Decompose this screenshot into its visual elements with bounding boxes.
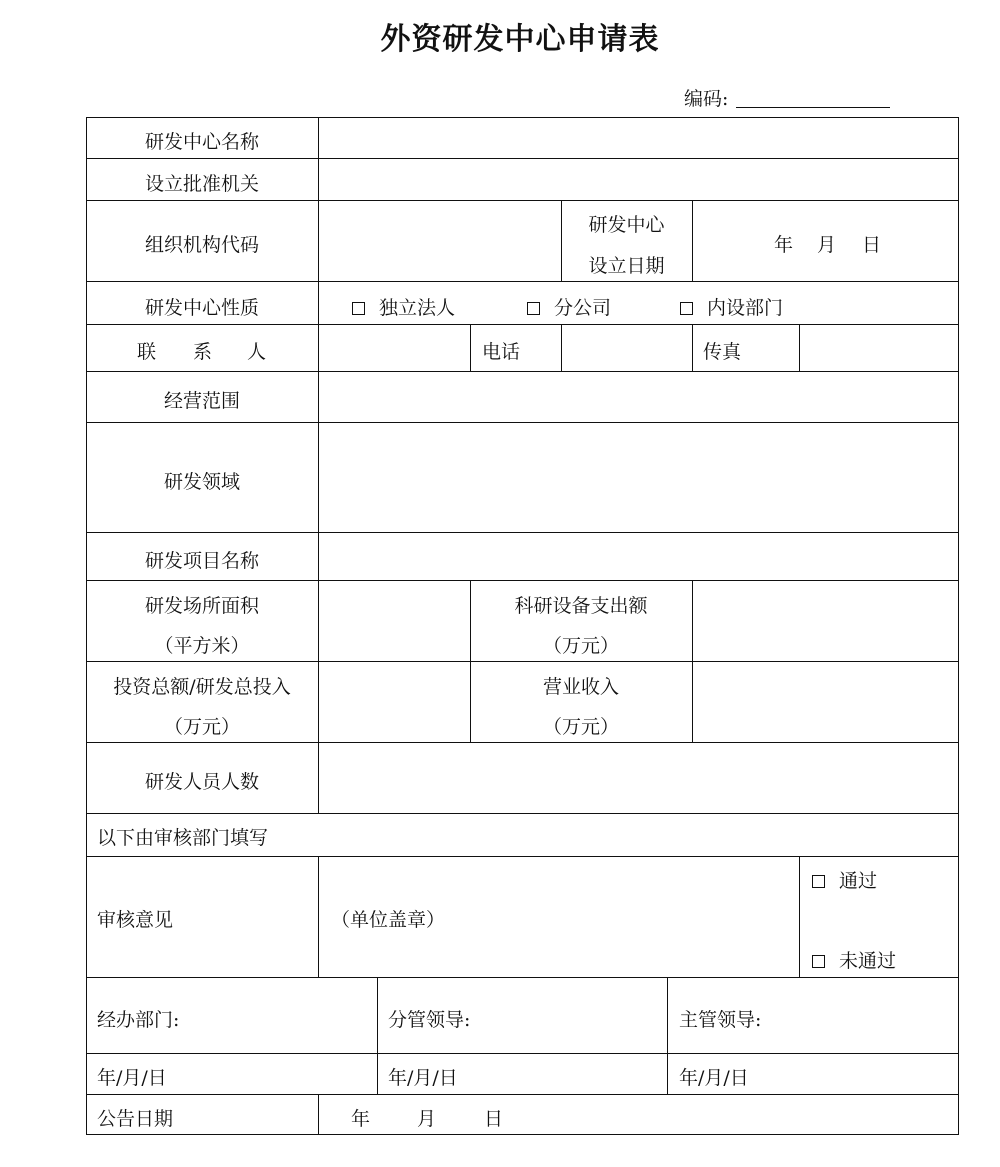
form-title: 外资研发中心申请表 bbox=[380, 22, 660, 57]
column-divider bbox=[561, 324, 562, 371]
review-pass-option[interactable] bbox=[812, 869, 877, 893]
setup-date-month: 月 bbox=[817, 234, 837, 256]
phone-label: 电话 bbox=[482, 341, 521, 363]
approval-authority-field[interactable] bbox=[320, 160, 958, 200]
setup-date-day: 日 bbox=[862, 234, 882, 256]
revenue-label-line1: 营业收入 bbox=[542, 676, 619, 698]
seal-label: （单位盖章） bbox=[331, 909, 446, 931]
handling-dept-label: 经办部门: bbox=[97, 1009, 180, 1031]
row-divider bbox=[86, 977, 959, 978]
column-divider bbox=[692, 324, 693, 371]
checkbox-icon[interactable] bbox=[812, 955, 825, 968]
staff-count-label: 研发人员人数 bbox=[144, 771, 259, 793]
investment-label-line2: （万元） bbox=[163, 716, 240, 738]
column-divider bbox=[692, 200, 693, 281]
column-divider bbox=[799, 856, 800, 977]
nature-option-internal[interactable] bbox=[680, 296, 783, 320]
center-name-field[interactable] bbox=[320, 118, 958, 158]
fax-label: 传真 bbox=[703, 341, 742, 363]
column-divider bbox=[799, 324, 800, 371]
investment-label-line1: 投资总额/研发总投入 bbox=[113, 676, 291, 698]
investment-field[interactable] bbox=[320, 663, 469, 741]
announce-date-year: 年 bbox=[351, 1108, 371, 1130]
chief-leader-label: 主管领导: bbox=[679, 1009, 762, 1031]
chief-leader-date: 年/月/日 bbox=[679, 1067, 749, 1089]
row-divider bbox=[86, 158, 959, 159]
supervising-leader-label: 分管领导: bbox=[388, 1009, 471, 1031]
row-divider bbox=[86, 532, 959, 533]
equipment-label-line1: 科研设备支出额 bbox=[514, 595, 648, 617]
rd-field-input[interactable] bbox=[320, 424, 958, 531]
equipment-field[interactable] bbox=[694, 582, 958, 660]
announce-date-day: 日 bbox=[484, 1108, 504, 1130]
column-divider bbox=[318, 117, 319, 813]
fax-field[interactable] bbox=[801, 326, 958, 370]
column-divider bbox=[377, 977, 378, 1094]
row-divider bbox=[86, 580, 959, 581]
row-divider bbox=[86, 661, 959, 662]
business-scope-field[interactable] bbox=[320, 373, 958, 421]
row-divider bbox=[86, 371, 959, 372]
column-divider bbox=[667, 977, 668, 1094]
column-divider bbox=[318, 1094, 319, 1135]
column-divider bbox=[318, 856, 319, 977]
approval-authority-label: 设立批准机关 bbox=[144, 173, 259, 195]
column-divider bbox=[470, 324, 471, 371]
review-opinion-label: 审核意见 bbox=[97, 909, 174, 931]
review-pass-label: 通过 bbox=[839, 870, 878, 892]
column-divider bbox=[692, 580, 693, 742]
code-input-line[interactable] bbox=[736, 107, 890, 108]
review-section-label: 以下由审核部门填写 bbox=[97, 827, 269, 849]
site-area-label-line1: 研发场所面积 bbox=[144, 595, 259, 617]
row-divider bbox=[86, 1094, 959, 1095]
handling-dept-date: 年/月/日 bbox=[97, 1067, 167, 1089]
contact-label-char: 联 bbox=[137, 341, 157, 363]
checkbox-icon[interactable] bbox=[812, 875, 825, 888]
row-divider bbox=[86, 324, 959, 325]
nature-option-label: 内设部门 bbox=[707, 297, 784, 319]
org-code-field[interactable] bbox=[320, 201, 560, 281]
checkbox-icon[interactable] bbox=[527, 302, 540, 315]
revenue-field[interactable] bbox=[694, 663, 958, 741]
revenue-label-line2: （万元） bbox=[542, 716, 619, 738]
phone-field[interactable] bbox=[563, 326, 691, 370]
row-divider bbox=[86, 422, 959, 423]
announce-date-label: 公告日期 bbox=[97, 1108, 174, 1130]
setup-date-label-line1: 研发中心 bbox=[588, 214, 665, 236]
project-name-field[interactable] bbox=[320, 534, 958, 579]
nature-option-independent[interactable] bbox=[352, 296, 455, 320]
center-name-label: 研发中心名称 bbox=[144, 131, 259, 153]
code-label: 编码: bbox=[684, 88, 729, 110]
row-divider bbox=[86, 281, 959, 282]
checkbox-icon[interactable] bbox=[680, 302, 693, 315]
business-scope-label: 经营范围 bbox=[163, 390, 240, 412]
checkbox-icon[interactable] bbox=[352, 302, 365, 315]
rd-field-label: 研发领域 bbox=[163, 471, 240, 493]
site-area-field[interactable] bbox=[320, 582, 469, 660]
setup-date-label-line2: 设立日期 bbox=[588, 255, 665, 277]
contact-label-char: 人 bbox=[247, 341, 267, 363]
setup-date-year: 年 bbox=[774, 234, 794, 256]
supervising-leader-date: 年/月/日 bbox=[388, 1067, 458, 1089]
row-divider bbox=[86, 1053, 959, 1054]
nature-label: 研发中心性质 bbox=[144, 297, 259, 319]
review-fail-option[interactable] bbox=[812, 949, 896, 973]
row-divider bbox=[86, 813, 959, 814]
nature-option-label: 分公司 bbox=[554, 297, 612, 319]
announce-date-month: 月 bbox=[417, 1108, 437, 1130]
staff-count-field[interactable] bbox=[320, 744, 958, 812]
contact-field[interactable] bbox=[320, 326, 469, 370]
row-divider bbox=[86, 742, 959, 743]
equipment-label-line2: （万元） bbox=[542, 635, 619, 657]
site-area-label-line2: （平方米） bbox=[154, 635, 250, 657]
org-code-label: 组织机构代码 bbox=[144, 234, 259, 256]
project-name-label: 研发项目名称 bbox=[144, 550, 259, 572]
nature-option-branch[interactable] bbox=[527, 296, 611, 320]
contact-label-char: 系 bbox=[193, 341, 213, 363]
nature-option-label: 独立法人 bbox=[379, 297, 456, 319]
row-divider bbox=[86, 856, 959, 857]
review-fail-label: 未通过 bbox=[839, 950, 897, 972]
